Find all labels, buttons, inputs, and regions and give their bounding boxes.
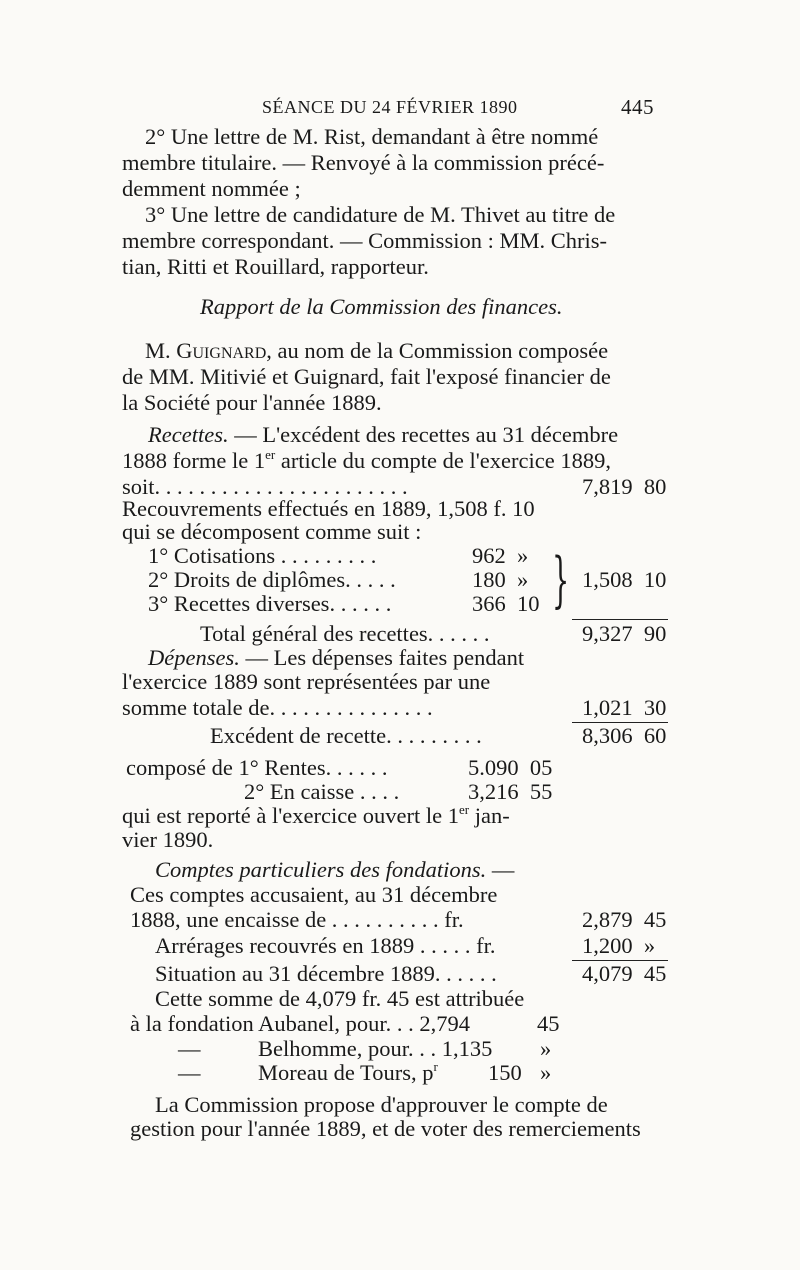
text-line: M. Guignard, au nom de la Commission composée — [145, 338, 609, 363]
text-line: Comptes particuliers des fondations. — — [155, 857, 515, 882]
ledger-amount: » — [540, 1060, 552, 1085]
text-line: Recettes. — L'excédent des recettes au 31 décembre — [148, 422, 619, 447]
text-line: Dépenses. — Les dépenses faites pendant — [148, 645, 525, 670]
text-line: Ces comptes accusaient, au 31 décembre — [130, 882, 498, 907]
ledger-line: Situation au 31 décembre 1889. . . . . . — [155, 961, 497, 986]
ledger-amount: 2,879 45 — [582, 907, 667, 932]
text-line: 1888 forme le 1er article du compte de l'exercice 1889, — [122, 447, 611, 473]
text-line: La Commission propose d'approuver le compte de — [155, 1092, 608, 1117]
ledger-amount: 1,021 30 — [582, 695, 667, 720]
text-line: qui est reporté à l'exercice ouvert le 1er jan- — [122, 802, 510, 828]
ledger-amount: 45 — [537, 1011, 560, 1036]
ledger-amount: 962 » — [472, 543, 529, 568]
text-line: membre titulaire. — Renvoyé à la commission précé- — [122, 150, 605, 175]
ledger-amount: 1,508 10 — [582, 567, 667, 592]
depenses-heading: Dépenses. — [148, 645, 240, 670]
text-line: l'exercice 1889 sont représentées par une — [122, 669, 491, 694]
ledger-amount: 180 » — [472, 567, 529, 592]
ledger-amount: 366 10 — [472, 591, 540, 616]
ledger-line: Excédent de recette. . . . . . . . . — [210, 723, 482, 748]
text-line: 3° Une lettre de candidature de M. Thivet au titre de — [145, 202, 616, 227]
ledger-line: 1° Cotisations . . . . . . . . . — [148, 543, 377, 568]
ledger-line: composé de 1° Rentes. . . . . . — [126, 755, 388, 780]
ledger-line: soit. . . . . . . . . . . . . . . . . . . . . . . — [122, 474, 408, 499]
running-title: SÉANCE DU 24 FÉVRIER 1890 — [262, 97, 518, 117]
text-line: Recouvrements effectués en 1889, 1,508 f. 10 — [122, 496, 535, 521]
ledger-amount: 9,327 90 — [582, 621, 667, 646]
ledger-amount: 4,079 45 — [582, 961, 667, 986]
section-title: Rapport de la Commission des finances. — [200, 294, 563, 319]
text-line: gestion pour l'année 1889, et de voter des remerciements — [130, 1116, 641, 1141]
ledger-line: Total général des recettes. . . . . . — [200, 621, 490, 646]
ledger-amount: » — [540, 1036, 552, 1061]
ledger-amount: 7,819 80 — [582, 474, 667, 499]
text-line: 2° Une lettre de M. Rist, demandant à être nommé — [145, 124, 599, 149]
ditto-dash: — — [178, 1036, 201, 1061]
text-line: la Société pour l'année 1889. — [122, 390, 382, 415]
ledger-line: Belhomme, pour. . . 1,135 — [258, 1036, 493, 1061]
ledger-line: Moreau de Tours, $p^r$ — [258, 1059, 438, 1085]
ditto-dash: — — [178, 1060, 201, 1085]
ledger-line: 2° Droits de diplômes. . . . . — [148, 567, 396, 592]
text-line: vier 1890. — [122, 827, 214, 852]
ledger-amount: 1,200 » — [582, 933, 656, 958]
text-line: Cette somme de 4,079 fr. 45 est attribuée — [155, 986, 525, 1011]
page-number: 445 — [621, 95, 654, 119]
ledger-line: 2° En caisse . . . . — [244, 779, 400, 804]
text-line: membre correspondant. — Commission : MM. Chris- — [122, 228, 607, 253]
ledger-line: Arrérages recouvrés en 1889 . . . . . fr. — [155, 933, 496, 958]
text-line: demment nommée ; — [122, 176, 301, 201]
ledger-line: 1888, une encaisse de . . . . . . . . . . fr. — [130, 907, 464, 932]
speaker-name: M. Guignard, — [145, 338, 272, 363]
recettes-heading: Recettes. — [148, 422, 229, 447]
ledger-amount: 8,306 60 — [582, 723, 667, 748]
ledger-line: 3° Recettes diverses. . . . . . — [148, 591, 392, 616]
sum-rule — [572, 619, 668, 620]
ledger-line: à la fondation Aubanel, pour. . . 2,794 — [130, 1011, 470, 1036]
text-line: tian, Ritti et Rouillard, rapporteur. — [122, 254, 429, 279]
ledger-line: somme totale de. . . . . . . . . . . . . . . — [122, 695, 433, 720]
text-line: qui se décomposent comme suit : — [122, 519, 422, 544]
ledger-amount: 3,216 55 — [468, 779, 553, 804]
comptes-heading: Comptes particuliers des fondations. — [155, 857, 487, 882]
text-line: de MM. Mitivié et Guignard, fait l'exposé financier de — [122, 364, 611, 389]
curly-brace-icon: } — [552, 545, 570, 615]
ledger-amount: 5.090 05 — [468, 755, 553, 780]
ledger-amount: 150 — [488, 1060, 522, 1085]
